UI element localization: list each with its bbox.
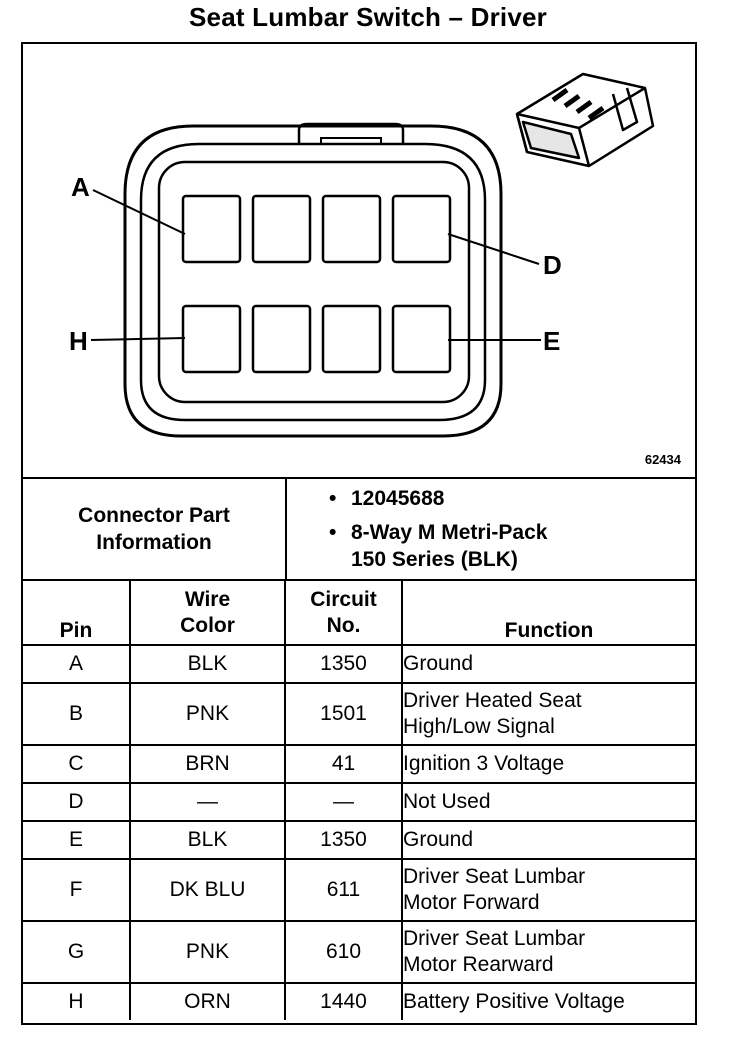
callout-e: E (543, 326, 561, 356)
function-cell (402, 983, 695, 1020)
table-row (23, 645, 695, 683)
pin-cell: A (23, 645, 130, 683)
connector-info-label-line2: Information (96, 531, 212, 554)
leader-a (93, 190, 185, 234)
connector-iso-sketch (517, 74, 653, 166)
wire-color-cell: PNK (130, 921, 285, 983)
callout-h: H (69, 326, 88, 356)
terminal-c (323, 196, 380, 262)
circuit-cell: 1501 (285, 683, 402, 745)
table-row (23, 745, 695, 783)
pin-cell: B (23, 683, 130, 745)
function-cell (402, 859, 695, 921)
callout-a: A (71, 172, 90, 202)
function-line: Ground (403, 828, 474, 851)
circuit-cell: 610 (285, 921, 402, 983)
connector-face-drawing (23, 44, 695, 477)
function-line: Motor Rearward (403, 953, 554, 976)
header-wire-line1: Wire (184, 587, 231, 611)
table-row (23, 983, 695, 1020)
terminal-e (393, 306, 450, 372)
pin-cell: H (23, 983, 130, 1020)
connector-inner-shell (141, 144, 485, 420)
connector-cavity (159, 162, 469, 402)
circuit-cell: 1440 (285, 983, 402, 1020)
connector-outer-shell (125, 126, 501, 436)
header-wire-line2: Color (180, 613, 235, 637)
pin-cell: E (23, 821, 130, 859)
function-line: Ignition 3 Voltage (403, 752, 565, 775)
terminal-d (393, 196, 450, 262)
leader-h (91, 338, 185, 340)
connector-info-label-line1: Connector Part (78, 504, 230, 527)
pin-cell: C (23, 745, 130, 783)
pin-cell: G (23, 921, 130, 983)
pinout-header-row (23, 581, 695, 645)
wire-color-cell: BLK (130, 645, 285, 683)
bullet-2: • (329, 521, 337, 544)
header-circuit-line2: No. (326, 613, 361, 637)
function-line: High/Low Signal (403, 715, 555, 738)
function-cell (402, 783, 695, 821)
wire-color-cell: DK BLU (130, 859, 285, 921)
wire-color-cell: BRN (130, 745, 285, 783)
connector-part-information (23, 479, 695, 581)
bullet-1: • (329, 487, 337, 510)
function-line: Driver Seat Lumbar (403, 927, 586, 950)
function-line: Driver Seat Lumbar (403, 865, 586, 888)
connector-info-values (287, 479, 695, 579)
diagram-title: Seat Lumbar Switch – Driver (189, 2, 547, 32)
pin-cell: D (23, 783, 130, 821)
circuit-cell: 1350 (285, 821, 402, 859)
diagram-frame (21, 42, 697, 1025)
header-circuit-no (285, 581, 402, 645)
callout-d: D (543, 250, 562, 280)
function-cell (402, 921, 695, 983)
connector-figure (23, 44, 695, 479)
wire-color-cell: — (130, 783, 285, 821)
function-line: Battery Positive Voltage (403, 990, 625, 1013)
table-row (23, 859, 695, 921)
terminal-g (253, 306, 310, 372)
circuit-cell: 611 (285, 859, 402, 921)
figure-id: 62434 (644, 452, 681, 467)
connector-info-label (23, 479, 287, 579)
terminal-a (183, 196, 240, 262)
function-line: Not Used (403, 790, 491, 813)
pinout-table (23, 581, 695, 1020)
connector-description-line1: 8-Way M Metri-Pack (351, 521, 548, 544)
header-circuit-line1: Circuit (310, 587, 377, 611)
function-cell (402, 745, 695, 783)
function-line: Driver Heated Seat (403, 689, 582, 712)
table-row (23, 683, 695, 745)
function-line: Ground (403, 652, 474, 675)
terminal-f (323, 306, 380, 372)
part-number: 12045688 (351, 487, 445, 510)
circuit-cell: 41 (285, 745, 402, 783)
terminal-h (183, 306, 240, 372)
circuit-cell: — (285, 783, 402, 821)
header-function: Function (402, 581, 695, 645)
function-cell (402, 683, 695, 745)
circuit-cell: 1350 (285, 645, 402, 683)
function-cell (402, 821, 695, 859)
table-row (23, 783, 695, 821)
connector-description-line2: 150 Series (BLK) (351, 548, 518, 571)
wire-color-cell: BLK (130, 821, 285, 859)
function-cell (402, 645, 695, 683)
table-row (23, 821, 695, 859)
wire-color-cell: PNK (130, 683, 285, 745)
table-row (23, 921, 695, 983)
wire-color-cell: ORN (130, 983, 285, 1020)
terminal-b (253, 196, 310, 262)
header-pin: Pin (23, 581, 130, 645)
header-wire-color (130, 581, 285, 645)
pin-cell: F (23, 859, 130, 921)
leader-d (448, 234, 539, 264)
function-line: Motor Forward (403, 891, 540, 914)
